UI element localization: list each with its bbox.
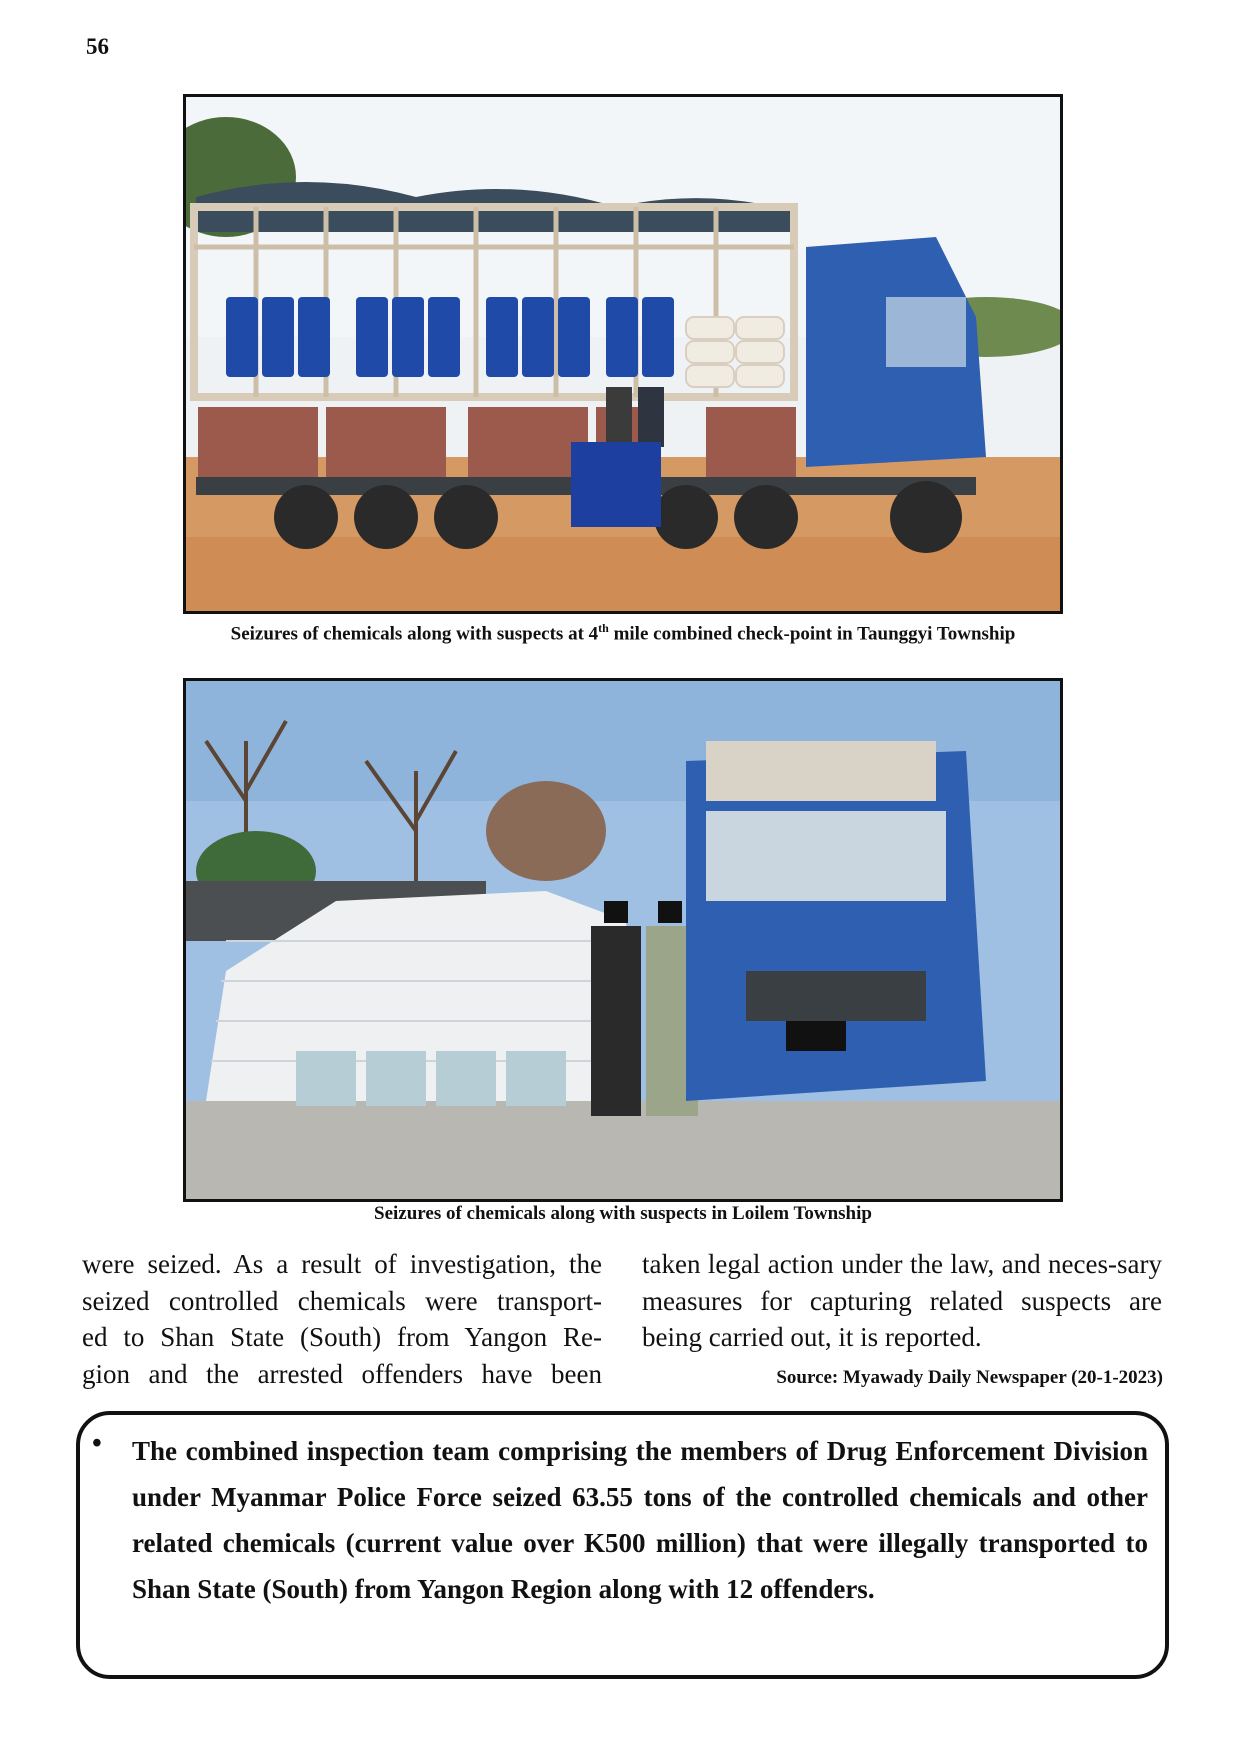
body-left-line: seized controlled chemicals were transport- xyxy=(82,1285,602,1316)
truck-photo-illustration xyxy=(186,97,1060,611)
body-right-column: taken legal action under the law, and neces-sary measures for capturing related suspects are being carried out, it is reported. xyxy=(642,1249,1162,1352)
photo-truck-taunggyi xyxy=(183,94,1063,614)
bullet-icon: • xyxy=(92,1428,102,1459)
summary-text: The combined inspection team comprising the members of Drug Enforcement Division under Myanmar Police Force seized 63.55 tons of the controlled chemicals and other related chemicals (current value over K500 million) that were illegally transported to Shan State (South) from Yangon Region along with 12 offenders. xyxy=(132,1436,1148,1604)
caption-text-end: mile combined check-point in Taunggyi Township xyxy=(608,623,1016,645)
body-left-line: ed to Shan State (South) from Yangon Re- xyxy=(82,1322,602,1352)
caption-text-start: Seizures of chemicals along with suspects at 4 xyxy=(230,623,599,645)
body-left-line: gion and the arrested offenders have been xyxy=(82,1358,602,1389)
photo-sacks-loilem xyxy=(183,678,1063,1202)
page-number: 56 xyxy=(86,34,109,59)
source-citation: Source: Myawady Daily Newspaper (20-1-2023) xyxy=(776,1367,1163,1388)
body-left-line: were seized. As a result of investigation, the xyxy=(82,1249,602,1279)
photo-caption-taunggyi xyxy=(140,621,1106,645)
sacks-photo-illustration xyxy=(186,681,1060,1199)
caption-superscript: th xyxy=(598,621,609,635)
photo-caption-loilem: Seizures of chemicals along with suspects in Loilem Township xyxy=(374,1203,872,1224)
body-left-column xyxy=(82,1246,602,1392)
